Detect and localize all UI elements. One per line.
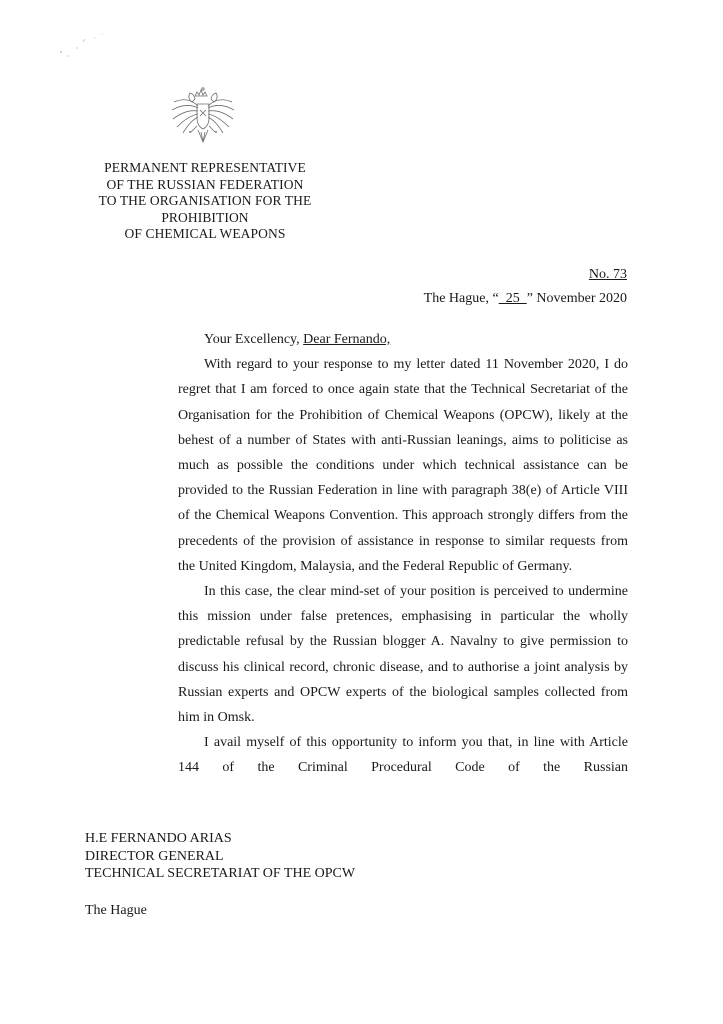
date-prefix: The Hague, “ — [423, 291, 499, 306]
sender-header — [85, 160, 325, 243]
letter-number: No. 73 — [588, 267, 627, 282]
salutation — [178, 327, 628, 352]
body-paragraph: I avail myself of this opportunity to inform you that, in line with Article 144 of the Criminal Procedural Code of the Russian — [178, 735, 628, 776]
addressee-line: H.E FERNANDO ARIAS — [85, 831, 232, 846]
russian-eagle-emblem-icon — [168, 86, 238, 148]
header-line: OF THE RUSSIAN FEDERATION — [106, 176, 304, 192]
date-day: 25 — [498, 291, 527, 306]
letter-body — [178, 327, 628, 781]
header-line: PROHIBITION — [161, 209, 249, 225]
body-paragraph: With regard to your response to my letter dated 11 November 2020, I do regret that I am forced to once again state that the Technical Secretariat of the Organisation for the Prohibition of Chemical Weapons (OPCW), likely at the behest of a number of States with anti-Russian leanings, aims to politicise as much as possible the conditions under which technical assistance can be provided to the Russian Federation in line with paragraph 38(e) of Article VIII of the Chemical Weapons Convention. This approach strongly differs from the precedents of the provision of assistance in response to similar requests from the United Kingdom, Malaysia, and the Federal Republic of Germany. — [178, 357, 628, 574]
date-suffix: ” November 2020 — [526, 291, 627, 306]
salutation-name: Dear Fernando, — [303, 332, 391, 347]
salutation-prefix: Your Excellency, — [204, 332, 304, 347]
scan-specks — [55, 30, 115, 70]
header-line: TO THE ORGANISATION FOR THE — [98, 193, 312, 208]
body-paragraph: In this case, the clear mind-set of your position is perceived to undermine this mission under false pretences, emphasising in particular the wholly predictable refusal by the Russian blogger A. Navalny to give permission to discuss his clinical record, chronic disease, and to authorise a joint analysis by Russian experts and OPCW experts of the biological samples collected from him in Omsk. — [178, 584, 628, 726]
header-line: PERMANENT REPRESENTATIVE — [104, 160, 306, 175]
addressee-line: TECHNICAL SECRETARIAT OF THE OPCW — [85, 866, 356, 881]
addressee-block — [85, 830, 355, 883]
addressee-place: The Hague — [85, 903, 147, 918]
reference-block — [424, 263, 627, 311]
header-line: OF CHEMICAL WEAPONS — [124, 226, 286, 241]
letter-date — [424, 287, 627, 311]
addressee-line: DIRECTOR GENERAL — [85, 848, 224, 864]
